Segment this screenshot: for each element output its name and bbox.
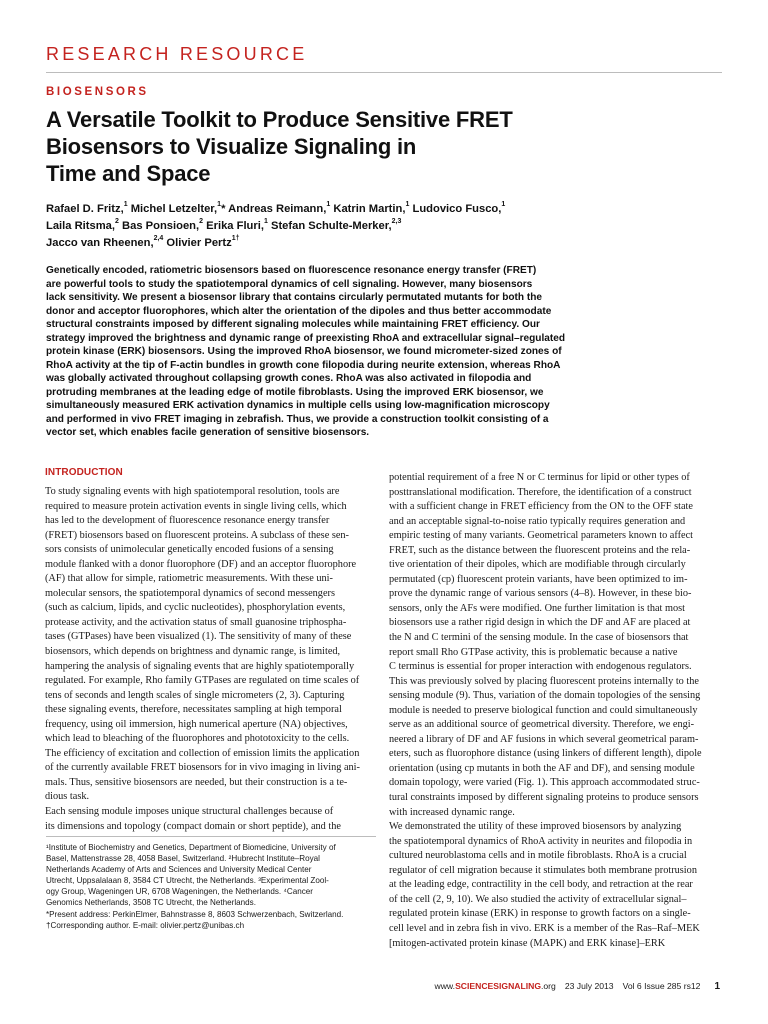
footnote-line: †Corresponding author. E-mail: olivier.pertz@unibas.ch: [46, 920, 245, 930]
abstract-line: donor and acceptor fluorophores, which alter the orientation of the dipoles and thus better accommodate: [46, 305, 552, 317]
body-line: the spatiotemporal dynamics of RhoA activity in neurites and filopodia in: [389, 835, 693, 847]
body-line: these signaling events, therefore, necessitates sampling at high temporal: [45, 704, 342, 716]
body-line: module flanked with a donor fluorophore (DF) and an acceptor fluorophore: [45, 558, 357, 570]
right-column-text: [389, 471, 729, 951]
abstract-line: lack sensitivity. We present a biosensor library that contains circularly permutated mutants for both the: [46, 292, 543, 303]
abstract-line: RhoA activity at the tip of F-actin bundles in growth cone filopodia during neurite extension, whereas RhoA: [46, 359, 561, 371]
body-line: tases (GTPases) have been visualized (1). The sensitivity of many of these: [45, 631, 352, 643]
body-line: sensors, only the AFs were modified. One further limitation is that most: [389, 602, 685, 614]
body-line: prove the dynamic range of various sensors (4–8). However, in these bio-: [389, 588, 692, 600]
body-line: mals. Thus, sensitive biosensors are needed, but their construction is a te-: [45, 776, 348, 788]
body-line: has led to the development of fluorescence resonance energy transfer: [45, 515, 330, 527]
author-line: Rafael D. Fritz,$^1$ Michel Letzelter,$^1$* Andreas Reimann,$^1$ Katrin Martin,$^1$ Ludovico Fusco,$^1$: [46, 201, 506, 215]
body-line: C terminus is essential for proper interaction with endogenous regulators.: [389, 661, 692, 673]
body-line: and an acceptable signal-to-noise ratio typically requires generation and: [389, 515, 686, 527]
introduction-heading: INTRODUCTION: [45, 467, 123, 478]
body-line: regulated protein kinase (ERK) in response to growth factors on a single-: [389, 908, 691, 920]
abstract-line: are powerful tools to study the spatiotemporal dynamics of cell signaling. However, many biosensors: [46, 278, 533, 290]
body-line: The efficiency of excitation and collection of emission limits the application: [45, 747, 360, 759]
footnote-line: Netherlands Academy of Arts and Sciences and University Medical Center: [46, 865, 312, 875]
author-line: Jacco van Rheenen,$^{2,4}$ Olivier Pertz$^{1\dagger}$: [46, 235, 240, 249]
title-line: Time and Space: [46, 161, 211, 186]
body-line: cell level and in zebra fish in vivo. ERK is a member of the Ras–Raf–MEK: [389, 922, 700, 934]
abstract-line: was globally activated throughout collapsing growth cones. RhoA was also activated in filopodia and: [46, 373, 532, 384]
body-line: which lead to bleaching of the fluorophores and phototoxicity to the cells.: [45, 733, 350, 745]
body-line: at the leading edge, contractility in the cell body, and retraction at the rear: [389, 879, 693, 891]
body-line: hampering the analysis of signaling events that are highly spatiotemporally: [45, 660, 355, 672]
subject-category: BIOSENSORS: [46, 86, 149, 98]
body-line: molecular sensors, the spatiotemporal dynamics of second messengers: [45, 587, 335, 599]
body-line: serve as an additional source of geometrical diversity. Therefore, we engi-: [389, 719, 695, 731]
body-line: its dimensions and topology (compact domain or short peptide), and the: [45, 820, 341, 832]
footnote-line: ¹Institute of Biochemistry and Genetics, Department of Biomedicine, University of: [46, 843, 336, 852]
body-line: (FRET) biosensors based on fluorescent proteins. A subclass of these sen-: [45, 529, 349, 541]
affiliation-footnotes: [46, 842, 376, 931]
body-line: [mitogen-activated protein kinase (MAPK) and ERK kinase]–ERK: [389, 937, 666, 949]
body-line: eters, such as fluorophore distance (using linkers of different length), dipole: [389, 748, 702, 760]
footnote-rule: [46, 836, 376, 837]
body-line: This was previously solved by placing fluorescent proteins internally to the: [389, 675, 699, 687]
body-line: Each sensing module imposes unique structural challenges because of: [45, 806, 334, 818]
article-title: [46, 106, 686, 187]
footnote-line: ogy Group, Wageningen UR, 6708 Wageningen, the Netherlands. ⁴Cancer: [46, 887, 313, 897]
body-line: protease activity, and the activation status of small guanosine triphospha-: [45, 616, 347, 628]
footnote-line: Basel, Mattenstrasse 28, 4058 Basel, Switzerland. ²Hubrecht Institute–Royal: [46, 854, 320, 864]
abstract-line: vector set, which enables facile generation of sensitive biosensors.: [46, 427, 370, 438]
body-line: potential requirement of a free N or C terminus for lipid or other types of: [389, 472, 690, 483]
body-line: tive orientation of their dipoles, which are modifiable through circularly: [389, 559, 686, 571]
title-line: Biosensors to Visualize Signaling in: [46, 134, 417, 159]
page-footer: [435, 981, 720, 992]
issue-info: Vol 6 Issue 285 rs12: [622, 981, 701, 991]
body-line: We demonstrated the utility of these improved biosensors by analyzing: [389, 821, 682, 833]
body-line: (such as calcium, lipids, and cyclic nucleotides), phosphorylation events,: [45, 602, 346, 614]
page-number: 1: [714, 981, 720, 992]
section-label: RESEARCH RESOURCE: [46, 44, 308, 64]
body-line: of the currently available FRET biosensors for in vivo imaging in living ani-: [45, 762, 360, 774]
author-list: [46, 201, 736, 252]
body-line: of the cell (2, 9, 10). We also studied the activity of extracellular signal–: [389, 893, 687, 905]
footnote-line: *Present address: PerkinElmer, Bahnstrasse 8, 8603 Schwerzenbach, Switzerland.: [46, 909, 344, 919]
footnote-line: Utrecht, Uppsalalaan 8, 3584 CT Utrecht, the Netherlands. ³Experimental Zool-: [46, 876, 329, 886]
left-column: [45, 467, 385, 834]
body-line: sensing module (9). Thus, variation of the domain topologies of the sensing: [389, 690, 701, 702]
author-line: Laila Ritsma,$^2$ Bas Ponsioen,$^2$ Erika Fluri,$^1$ Stefan Schulte-Merker,$^{2,3}$: [46, 218, 402, 232]
body-line: required to measure protein activation events in single living cells, which: [45, 500, 347, 512]
body-line: neered a library of DF and AF fusions in which several geometrical param-: [389, 733, 699, 745]
introduction-text: [45, 485, 385, 834]
journal-url[interactable]: www.SCIENCESIGNALING.org: [434, 981, 556, 991]
header-rule: [46, 72, 722, 73]
body-line: regulator of cell migration because it stimulates both membrane protrusion: [389, 864, 697, 876]
footnote-line: Genomics Netherlands, 3508 TC Utrecht, the Netherlands.: [46, 898, 256, 908]
body-line: biosensors, which depends on brightness and dynamic range, is limited,: [45, 646, 341, 658]
abstract-line: simultaneously measured ERK activation dynamics in multiple cells using low-magnification microscopy: [46, 400, 550, 411]
abstract-line: strategy improved the brightness and dynamic range of preexisting RhoA and extracellular signal–regulated: [46, 332, 566, 344]
body-line: tens of seconds and length scales of single micrometers (2, 3). Capturing: [45, 689, 345, 701]
body-line: tural constraints imposed by different signaling proteins to produce sensors: [389, 792, 699, 804]
body-line: posttranslational modification. Therefore, the identification of a construct: [389, 486, 692, 498]
body-line: regulated. For example, Rho family GTPases are regulated on time scales of: [45, 675, 360, 687]
publication-date: 23 July 2013: [564, 981, 614, 991]
abstract-line: structural constraints imposed by different signaling molecules while maintaining FRET efficiency. Our: [46, 319, 540, 330]
body-line: with a sufficient change in FRET efficiency from the ON to the OFF state: [389, 501, 693, 513]
body-line: orientation (using cp mutants in both the AF and DF), and sensing module: [389, 762, 695, 774]
body-line: with increased dynamic range.: [389, 806, 515, 818]
body-line: FRET, such as the distance between the fluorescent proteins and the rela-: [389, 544, 691, 556]
body-line: To study signaling events with high spatiotemporal resolution, tools are: [45, 486, 340, 497]
body-line: biosensors use a rather rigid design in which the DF and AF are placed at: [389, 617, 691, 629]
body-line: sors consists of unimolecular genetically encoded fusions of a sensing: [45, 544, 334, 556]
right-column: [389, 471, 729, 951]
body-line: permutated (cp) fluorescent protein variants, have been optimized to im-: [389, 573, 688, 585]
abstract-line: Genetically encoded, ratiometric biosensors based on fluorescence resonance energy transfer (FRET): [46, 265, 537, 276]
abstract: [46, 264, 722, 440]
body-line: domain topology, were varied (Fig. 1). This approach accommodated struc-: [389, 777, 700, 789]
body-line: dious task.: [45, 791, 90, 803]
body-line: the N and C termini of the sensing module. In the case of biosensors that: [389, 632, 689, 644]
title-line: A Versatile Toolkit to Produce Sensitive FRET: [46, 107, 513, 132]
body-line: (AF) that allow for simple, ratiometric measurements. With these uni-: [45, 573, 333, 585]
abstract-line: protein kinase (ERK) biosensors. Using the improved RhoA biosensor, we found micrometer-sized zones of: [46, 346, 562, 357]
body-line: report small Rho GTPase activity, this is problematic because a native: [389, 646, 678, 658]
abstract-line: protruding membranes at the leading edge of motile fibroblasts. Using the improved ERK biosensor, we: [46, 386, 544, 398]
body-line: frequency, using oil immersion, high numerical aperture (NA) objectives,: [45, 718, 348, 730]
abstract-line: and performed in vivo FRET imaging in zebrafish. Thus, we provide a construction toolkit consisting of a: [46, 413, 549, 425]
body-line: module is needed to preserve biological function and could simultaneously: [389, 704, 698, 716]
body-line: empiric testing of many variants. Geometrical parameters known to affect: [389, 530, 694, 542]
body-line: cultured neuroblastoma cells and in motile fibroblasts. RhoA is a crucial: [389, 850, 687, 862]
